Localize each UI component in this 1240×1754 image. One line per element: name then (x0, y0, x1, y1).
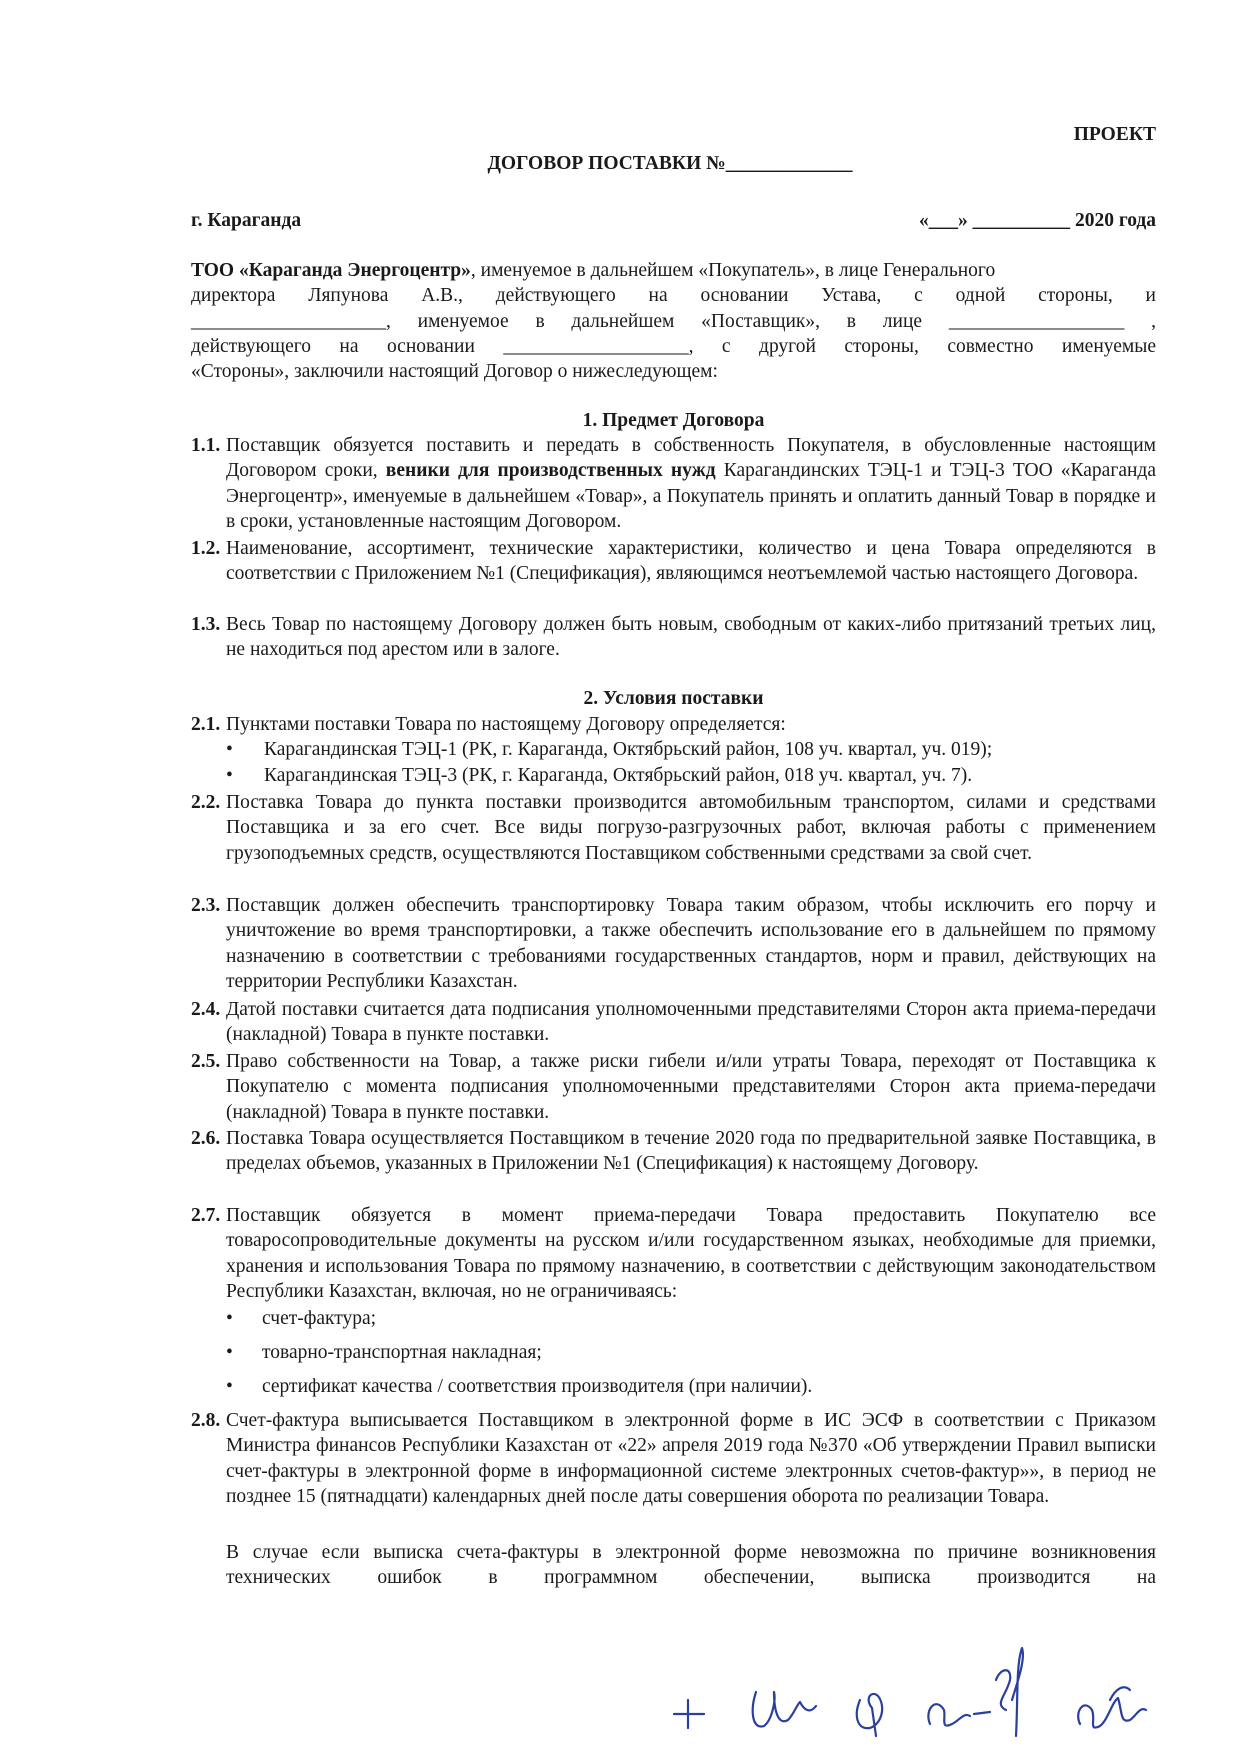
preamble-line-2: директора Ляпунова А.В., действующего на основании Устава, с одной стороны, и (191, 285, 1156, 307)
bullet-icon: • (226, 739, 233, 760)
city: г. Караганда (191, 210, 302, 231)
initial-signature-3 (857, 1694, 882, 1736)
clause-1-1: 1.1. Поставщик обязуется поставить и передать в собственность Покупателя, в обусловленные настоящим Договором сроки, веники для производственных нужд Карагандинских ТЭЦ-1 и ТЭЦ-3 ТОО «Караганда Энергоцентр», именуемые в дальнейшем «Товар», а Покупатель принять и оплатить данный Товар в порядке и в сроки, установленные настоящим Договором. (191, 435, 1157, 533)
clause-1-3: 1.3. Весь Товар по настоящему Договору должен быть новым, свободным от каких-либо притязаний третьих лиц, не находиться под арестом или в залоге. (191, 614, 1156, 661)
contract-date: «___» __________ 2020 года (918, 210, 1156, 231)
clause-2-5: 2.5. Право собственности на Товар, а также риски гибели и/или утраты Товара, переходят от Поставщика к Покупателю с момента подписания уполномоченными представителями Сторон акта приема-передачи (накладной) Товара в пункте поставки. (191, 1051, 1156, 1123)
bullet-icon: • (226, 765, 233, 786)
section-1-heading: 1. Предмет Договора (582, 410, 765, 431)
initial-signature-2 (753, 1692, 816, 1727)
clause-1-2: 1.2. Наименование, ассортимент, технические характеристики, количество и цена Товара определяются в соответствии с Приложением №1 (Спецификация), являющимся неотъемлемой частью настоящего Договора. (191, 538, 1156, 585)
initial-mark-1 (674, 1700, 704, 1728)
delivery-point-2: • Карагандинская ТЭЦ-3 (РК, г. Караганда, Октябрьский район, 018 уч. квартал, уч. 7). (226, 763, 972, 788)
section-2-heading: 2. Условия поставки (583, 688, 764, 709)
document-item-1: • счет-фактура; (226, 1306, 376, 1331)
preamble-line-5: «Стороны», заключили настоящий Договор о нижеследующем: (191, 361, 718, 383)
preamble (191, 258, 1156, 385)
preamble-line-3: ____________________, именуемое в дальнейшем «Поставщик», в лице __________________ , (191, 310, 1156, 332)
document-item-2: • товарно-транспортная накладная; (226, 1340, 542, 1365)
draft-label: ПРОЕКТ (1073, 124, 1156, 145)
bullet-icon: • (226, 1308, 233, 1329)
preamble-line-1: ТОО «Караганда Энергоцентр», именуемое в дальнейшем «Покупатель», в лице Генерального (191, 260, 996, 281)
initial-signature-5 (1078, 1687, 1146, 1727)
initial-signature-4 (928, 1648, 1023, 1736)
clause-2-1: 2.1. Пунктами поставки Товара по настоящему Договору определяется: (191, 714, 786, 735)
closing-paragraph: В случае если выписка счета-фактуры в электронной форме невозможна по причине возникновения технических ошибок в программном обеспечении, выписка производится на (226, 1542, 1156, 1589)
company-name: ТОО «Караганда Энергоцентр» (191, 260, 471, 281)
clause-2-6: 2.6. Поставка Товара осуществляется Поставщиком в течение 2020 года по предварительной заявке Поставщика, в пределах объемов, указанных в Приложении №1 (Спецификация) к настоящему Договору. (191, 1128, 1156, 1175)
clause-2-2: 2.2. Поставка Товара до пункта поставки производится автомобильным транспортом, силами и средствами Поставщика и за его счет. Все виды погрузо-разгрузочных работ, включая работы с применением грузоподъемных средств, осуществляются Поставщиком собственными средствами за свой счет. (191, 792, 1156, 864)
clause-2-8: 2.8. Счет-фактура выписывается Поставщиком в электронной форме в ИС ЭСФ в соответствии с Приказом Министра финансов Республики Казахстан от «22» апреля 2019 года №370 «Об утверждении Правил выписки счет-фактуры в электронной форме в информационной системе электронных счетов-фактур»», в период не позднее 15 (пятнадцати) календарных дней после даты совершения оборота по реализации Товара. (191, 1410, 1156, 1508)
document-item-3: • сертификат качества / соответствия производителя (при наличии). (226, 1374, 812, 1399)
contract-title: ДОГОВОР ПОСТАВКИ №_____________ (487, 153, 853, 174)
delivery-point-1: • Карагандинская ТЭЦ-1 (РК, г. Караганда, Октябрьский район, 108 уч. квартал, уч. 019); (226, 737, 992, 762)
clause-2-7: 2.7. Поставщик обязуется в момент приема-передачи Товара предоставить Покупателю все товаросопроводительные документы на русском и/или государственном языках, необходимые для приемки, хранения и использования Товара по прямому назначению, в соответствии с действующим законодательством Республики Казахстан, включая, но не ограничиваясь: (191, 1205, 1156, 1303)
handwritten-signatures (660, 1640, 1180, 1740)
clause-2-3: 2.3. Поставщик должен обеспечить транспортировку Товара таким образом, чтобы исключить его порчу и уничтожение во время транспортировки, а также обеспечить использование его в дальнейшем по прямому назначению в соответствии с требованиями государственных стандартов, норм и правил, действующих на территории Республики Казахстан. (191, 895, 1156, 993)
preamble-line-4: действующего на основании ___________________, с другой стороны, совместно именуемые (191, 336, 1156, 358)
bullet-icon: • (226, 1342, 233, 1363)
clause-2-4: 2.4. Датой поставки считается дата подписания уполномоченными представителями Сторон акта приема-передачи (накладной) Товара в пункте поставки. (191, 999, 1156, 1046)
bullet-icon: • (226, 1376, 233, 1397)
